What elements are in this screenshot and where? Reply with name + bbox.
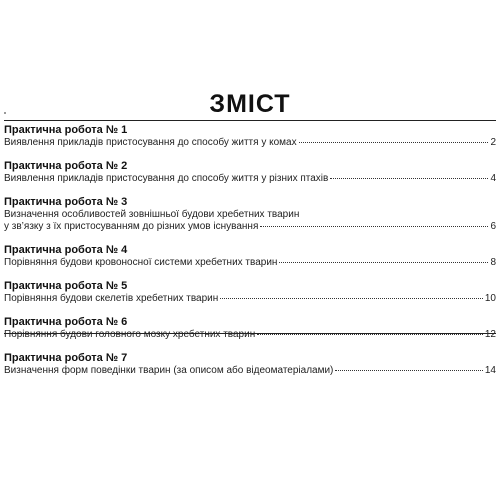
toc-page-number: 8	[490, 257, 496, 268]
toc-entry-1	[4, 124, 496, 149]
dot-leader	[299, 142, 489, 143]
dot-leader	[330, 178, 488, 179]
toc-entry-4	[4, 244, 496, 269]
toc-entry-row	[4, 137, 496, 149]
bottom-divider	[4, 333, 496, 334]
toc-entry-heading: Практична робота № 2	[4, 160, 128, 172]
dot-leader	[335, 370, 482, 371]
toc-entry-heading: Практична робота № 6	[4, 316, 128, 328]
toc-entry-row	[4, 293, 496, 305]
toc-entry-text: Виявлення прикладів пристосування до способу життя у різних птахів	[4, 173, 329, 184]
top-divider	[4, 120, 496, 121]
dot-leader	[260, 226, 488, 227]
toc-entry-2	[4, 160, 496, 185]
toc-entry-heading: Практична робота № 3	[4, 196, 128, 208]
dot-leader	[220, 298, 483, 299]
toc-entry-6	[4, 316, 496, 341]
toc-page-number: 6	[490, 221, 496, 232]
toc-entry-text: Визначення форм поведінки тварин (за описом або відеоматеріалами)	[4, 365, 334, 376]
toc-entry-text: Порівняння будови головного мозку хребетних тварин	[4, 329, 256, 340]
toc-entry-heading: Практична робота № 4	[4, 244, 128, 256]
toc-entry-row	[4, 221, 496, 233]
toc-page-number: 10	[484, 293, 496, 304]
dot-leader	[257, 334, 483, 335]
toc-entry-text: Визначення особливостей зовнішньої будови хребетних тварин	[4, 209, 300, 220]
toc-entry-5	[4, 280, 496, 305]
toc-entry-7	[4, 352, 496, 377]
toc-entry-row	[4, 329, 496, 341]
toc-entry-heading: Практична робота № 5	[4, 280, 128, 292]
toc-entry-row	[4, 365, 496, 377]
table-of-contents	[4, 124, 496, 388]
toc-entry-text: у зв’язку з їх пристосуванням до різних умов існування	[4, 221, 259, 232]
toc-entry-3	[4, 196, 496, 233]
toc-entry-text: Порівняння будови кровоносної системи хребетних тварин	[4, 257, 278, 268]
toc-page-number: 12	[484, 329, 496, 340]
toc-entry-heading: Практична робота № 1	[4, 124, 128, 136]
toc-entry-row	[4, 173, 496, 185]
toc-entry-row	[4, 257, 496, 269]
toc-page-number: 2	[490, 137, 496, 148]
toc-entry-heading: Практична робота № 7	[4, 352, 128, 364]
toc-page-number: 4	[490, 173, 496, 184]
toc-entry-text: Порівняння будови скелетів хребетних тварин	[4, 293, 219, 304]
page-title: ЗМІСТ	[209, 90, 291, 118]
toc-entry-text: Виявлення прикладів пристосування до способу життя у комах	[4, 137, 297, 148]
toc-page-number: 14	[484, 365, 496, 376]
dot-leader	[279, 262, 488, 263]
